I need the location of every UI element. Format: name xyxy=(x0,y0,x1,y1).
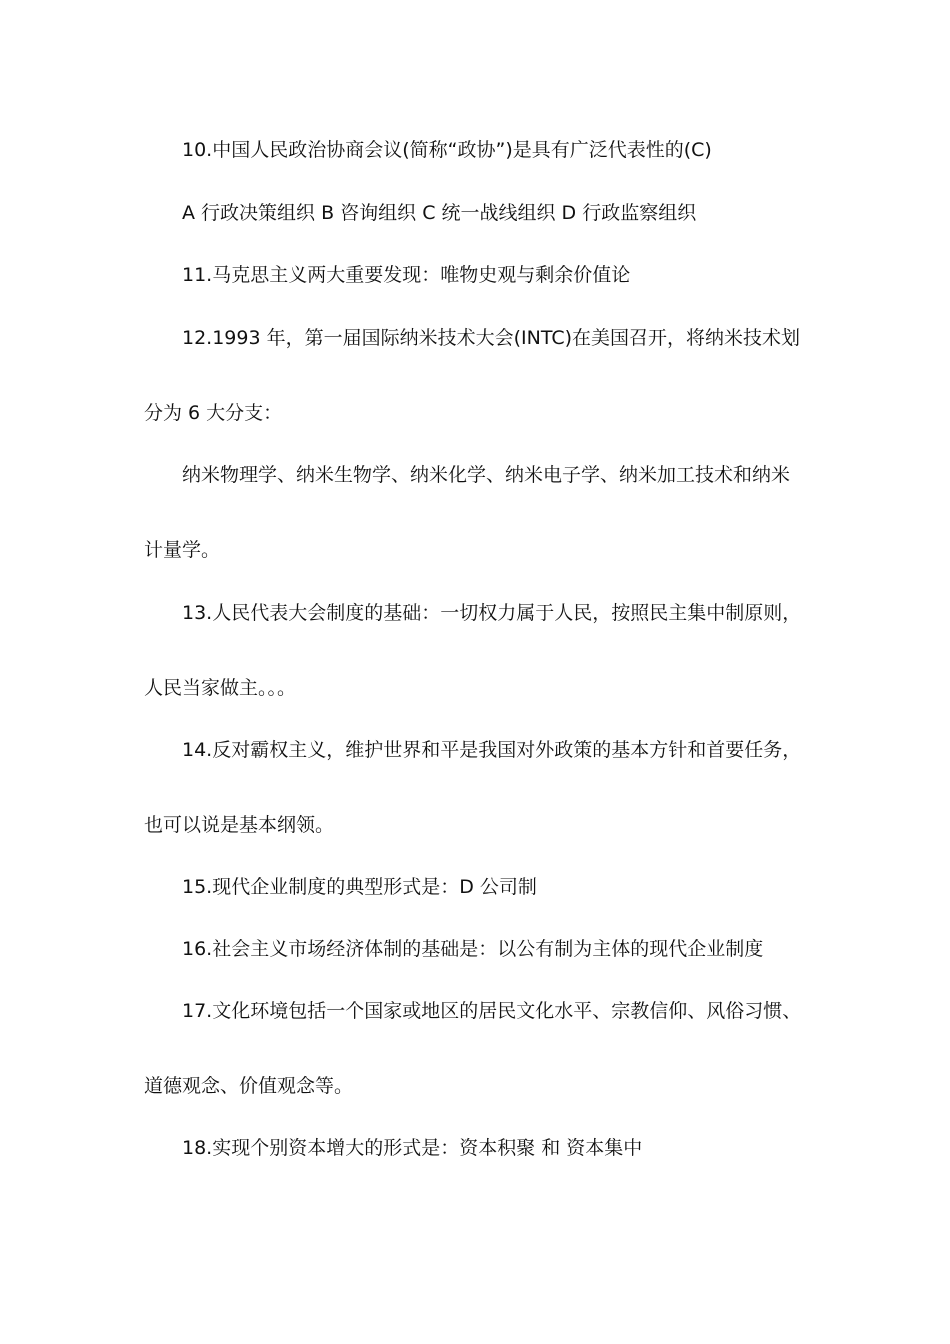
item-17-line-1: 17.文化环境包括一个国家或地区的居民文化水平、宗教信仰、风俗习惯、 xyxy=(182,1000,802,1022)
item-13-line-1: 13.人民代表大会制度的基础：一切权力属于人民，按照民主集中制原则， xyxy=(182,602,802,624)
item-12-branches-line-2: 计量学。 xyxy=(144,539,221,561)
item-12-line-1: 12.1993 年，第一届国际纳米技术大会(INTC)在美国召开，将纳米技术划 xyxy=(182,327,801,349)
item-14-line-2: 也可以说是基本纲领。 xyxy=(144,814,335,836)
item-17-line-2: 道德观念、价值观念等。 xyxy=(144,1075,354,1097)
item-16: 16.社会主义市场经济体制的基础是：以公有制为主体的现代企业制度 xyxy=(182,938,764,960)
item-14-line-1: 14.反对霸权主义，维护世界和平是我国对外政策的基本方针和首要任务， xyxy=(182,739,802,761)
item-12-branches-line-1: 纳米物理学、纳米生物学、纳米化学、纳米电子学、纳米加工技术和纳米 xyxy=(182,464,791,486)
item-13-line-2: 人民当家做主。。。 xyxy=(144,677,297,699)
item-11: 11.马克思主义两大重要发现：唯物史观与剩余价值论 xyxy=(182,264,631,286)
item-18: 18.实现个别资本增大的形式是：资本积聚 和 资本集中 xyxy=(182,1137,643,1159)
item-15: 15.现代企业制度的典型形式是：D 公司制 xyxy=(182,876,537,898)
question-10: 10.中国人民政治协商会议(简称“政协”)是具有广泛代表性的(C) xyxy=(182,139,712,161)
question-10-options: A 行政决策组织 B 咨询组织 C 统一战线组织 D 行政监察组织 xyxy=(182,202,697,224)
item-12-line-2: 分为 6 大分支： xyxy=(144,402,283,424)
